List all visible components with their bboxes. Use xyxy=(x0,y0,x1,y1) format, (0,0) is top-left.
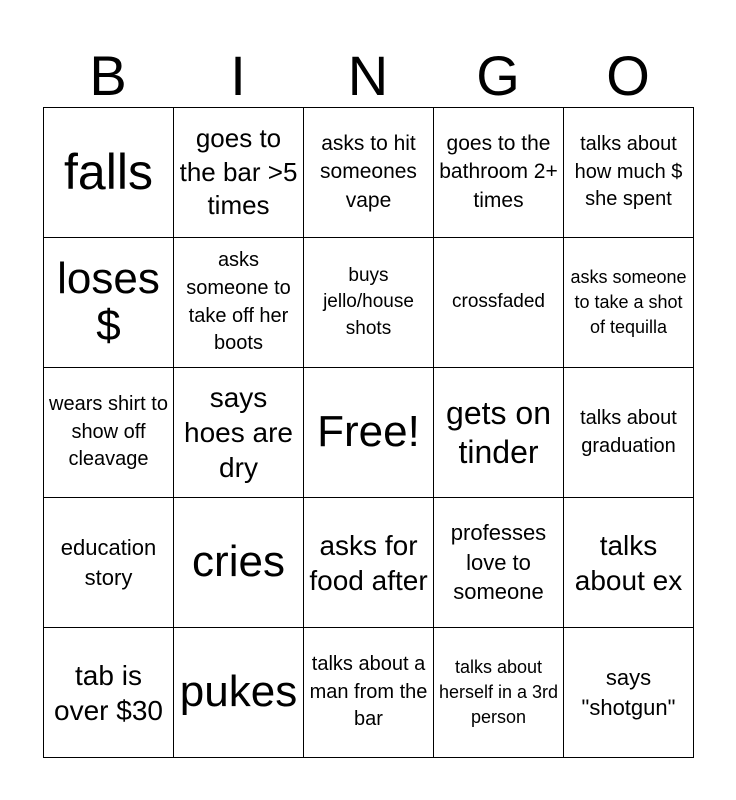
header-letter-g: G xyxy=(476,44,520,107)
bingo-cell[interactable]: buys jello/house shots xyxy=(304,238,434,368)
bingo-cell[interactable]: talks about a man from the bar xyxy=(304,628,434,758)
bingo-cell[interactable]: asks for food after xyxy=(304,498,434,628)
bingo-cell[interactable]: asks someone to take off her boots xyxy=(174,238,304,368)
bingo-cell[interactable]: gets on tinder xyxy=(434,368,564,498)
free-space[interactable]: Free! xyxy=(304,368,434,498)
bingo-cell[interactable]: tab is over $30 xyxy=(44,628,174,758)
bingo-cell[interactable]: talks about graduation xyxy=(564,368,694,498)
bingo-board xyxy=(43,107,694,758)
bingo-cell[interactable]: goes to the bar >5 times xyxy=(174,108,304,238)
bingo-cell[interactable]: education story xyxy=(44,498,174,628)
bingo-cell[interactable]: wears shirt to show off cleavage xyxy=(44,368,174,498)
bingo-cell[interactable]: says "shotgun" xyxy=(564,628,694,758)
bingo-cell[interactable]: crossfaded xyxy=(434,238,564,368)
bingo-header xyxy=(43,44,693,108)
header-letter-i: I xyxy=(230,44,246,107)
bingo-cell[interactable]: cries xyxy=(174,498,304,628)
header-letter-n: N xyxy=(347,44,389,107)
bingo-cell[interactable]: talks about herself in a 3rd person xyxy=(434,628,564,758)
bingo-cell[interactable]: asks to hit someones vape xyxy=(304,108,434,238)
header-letter-b: B xyxy=(89,44,127,107)
bingo-cell[interactable]: says hoes are dry xyxy=(174,368,304,498)
bingo-cell[interactable]: goes to the bathroom 2+ times xyxy=(434,108,564,238)
bingo-cell[interactable]: loses $ xyxy=(44,238,174,368)
bingo-cell[interactable]: falls xyxy=(44,108,174,238)
bingo-cell[interactable]: talks about ex xyxy=(564,498,694,628)
bingo-cell[interactable]: professes love to someone xyxy=(434,498,564,628)
header-letter-o: O xyxy=(606,44,650,107)
bingo-cell[interactable]: talks about how much $ she spent xyxy=(564,108,694,238)
bingo-cell[interactable]: asks someone to take a shot of tequilla xyxy=(564,238,694,368)
bingo-cell[interactable]: pukes xyxy=(174,628,304,758)
